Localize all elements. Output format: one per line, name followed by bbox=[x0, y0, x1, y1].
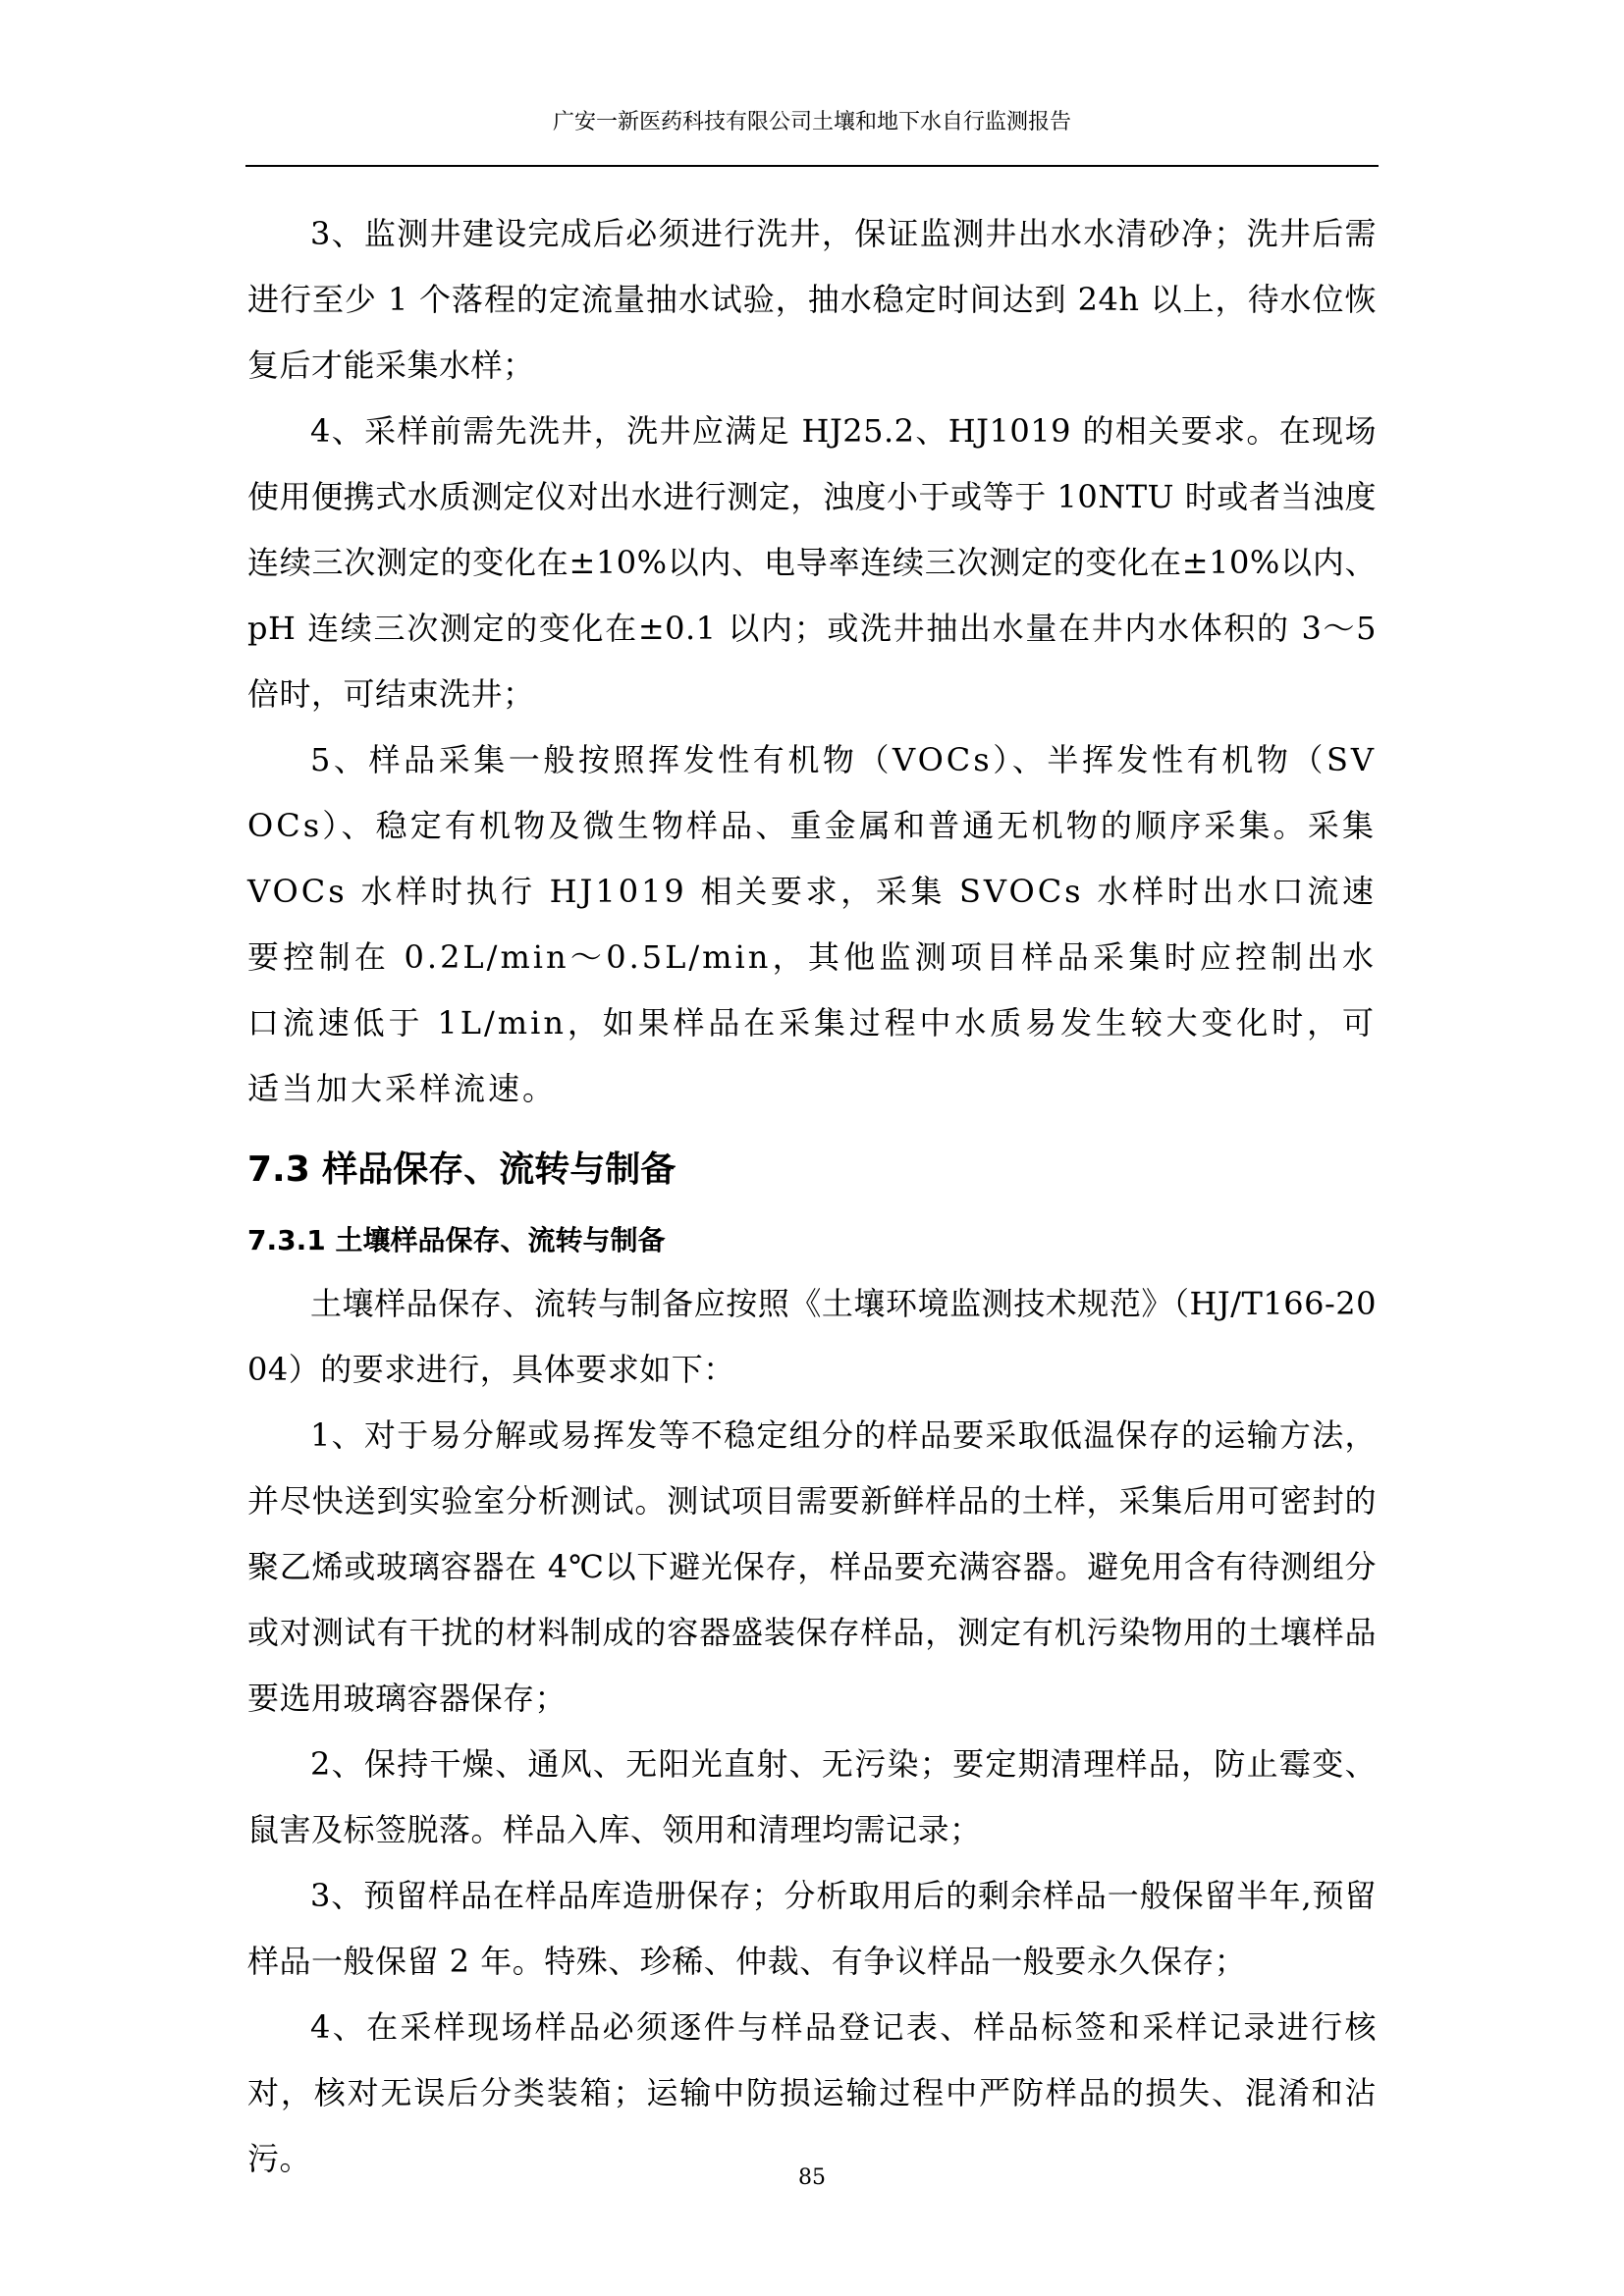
page-number: 85 bbox=[798, 2165, 826, 2190]
paragraph-sampling-order: 5、样品采集一般按照挥发性有机物（VOCs）、半挥发性有机物（SVOCs）、稳定有机物及微生物样品、重金属和普通无机物的顺序采集。采集 VOCs 水样时执行 HJ1019 相关要求，采集 SVOCs 水样时出水口流速要控制在 0.2L/min～0.5L/min，其他监测项目样品采集时应控制出水口流速低于 1L/min，如果样品在采集过程中水质易发生较大变化时，可适当加大采样流速。 bbox=[247, 741, 1377, 1107]
paragraph-well-washing: 3、监测井建设完成后必须进行洗井，保证监测井出水水清砂净；洗井后需进行至少 1 个落程的定流量抽水试验，抽水稳定时间达到 24h 以上，待水位恢复后才能采集水样； bbox=[247, 215, 1377, 384]
paragraph-low-temp-storage: 1、对于易分解或易挥发等不稳定组分的样品要采取低温保存的运输方法，并尽快送到实验室分析测试。测试项目需要新鲜样品的土样，采集后用可密封的聚乙烯或玻璃容器在 4℃以下避光保存，样品要充满容器。避免用含有待测组分或对测试有干扰的材料制成的容器盛装保存样品，测定有机污染物用的土壤样品要选用玻璃容器保存； bbox=[247, 1416, 1377, 1717]
subsection-heading: 7.3.1 土壤样品保存、流转与制备 bbox=[247, 1224, 666, 1256]
paragraph-standard-reference: 土壤样品保存、流转与制备应按照《土壤环境监测技术规范》（HJ/T166-2004）的要求进行，具体要求如下： bbox=[247, 1285, 1377, 1388]
document-body bbox=[247, 201, 1377, 2192]
paragraph-field-verification: 4、在采样现场样品必须逐件与样品登记表、样品标签和采样记录进行核对，核对无误后分类装箱；运输中防损运输过程中严防样品的损失、混淆和沾污。 bbox=[247, 2008, 1377, 2177]
paragraph-pre-sampling-wash: 4、采样前需先洗井，洗井应满足 HJ25.2、HJ1019 的相关要求。在现场使用便携式水质测定仪对出水进行测定，浊度小于或等于 10NTU 时或者当浊度连续三次测定的变化在±10%以内、电导率连续三次测定的变化在±10%以内、pH 连续三次测定的变化在±0.1 以内；或洗井抽出水量在井内水体积的 3～5 倍时，可结束洗井； bbox=[247, 412, 1377, 713]
paragraph-dry-storage: 2、保持干燥、通风、无阳光直射、无污染；要定期清理样品，防止霉变、鼠害及标签脱落。样品入库、领用和清理均需记录； bbox=[247, 1745, 1377, 1848]
paragraph-reserved-samples: 3、预留样品在样品库造册保存；分析取用后的剩余样品一般保留半年,预留样品一般保留 2 年。特殊、珍稀、仲裁、有争议样品一般要永久保存； bbox=[247, 1877, 1377, 1980]
header-divider bbox=[245, 165, 1379, 167]
page-header-title: 广安一新医药科技有限公司土壤和地下水自行监测报告 bbox=[552, 110, 1071, 134]
section-heading: 7.3 样品保存、流转与制备 bbox=[247, 1149, 677, 1190]
